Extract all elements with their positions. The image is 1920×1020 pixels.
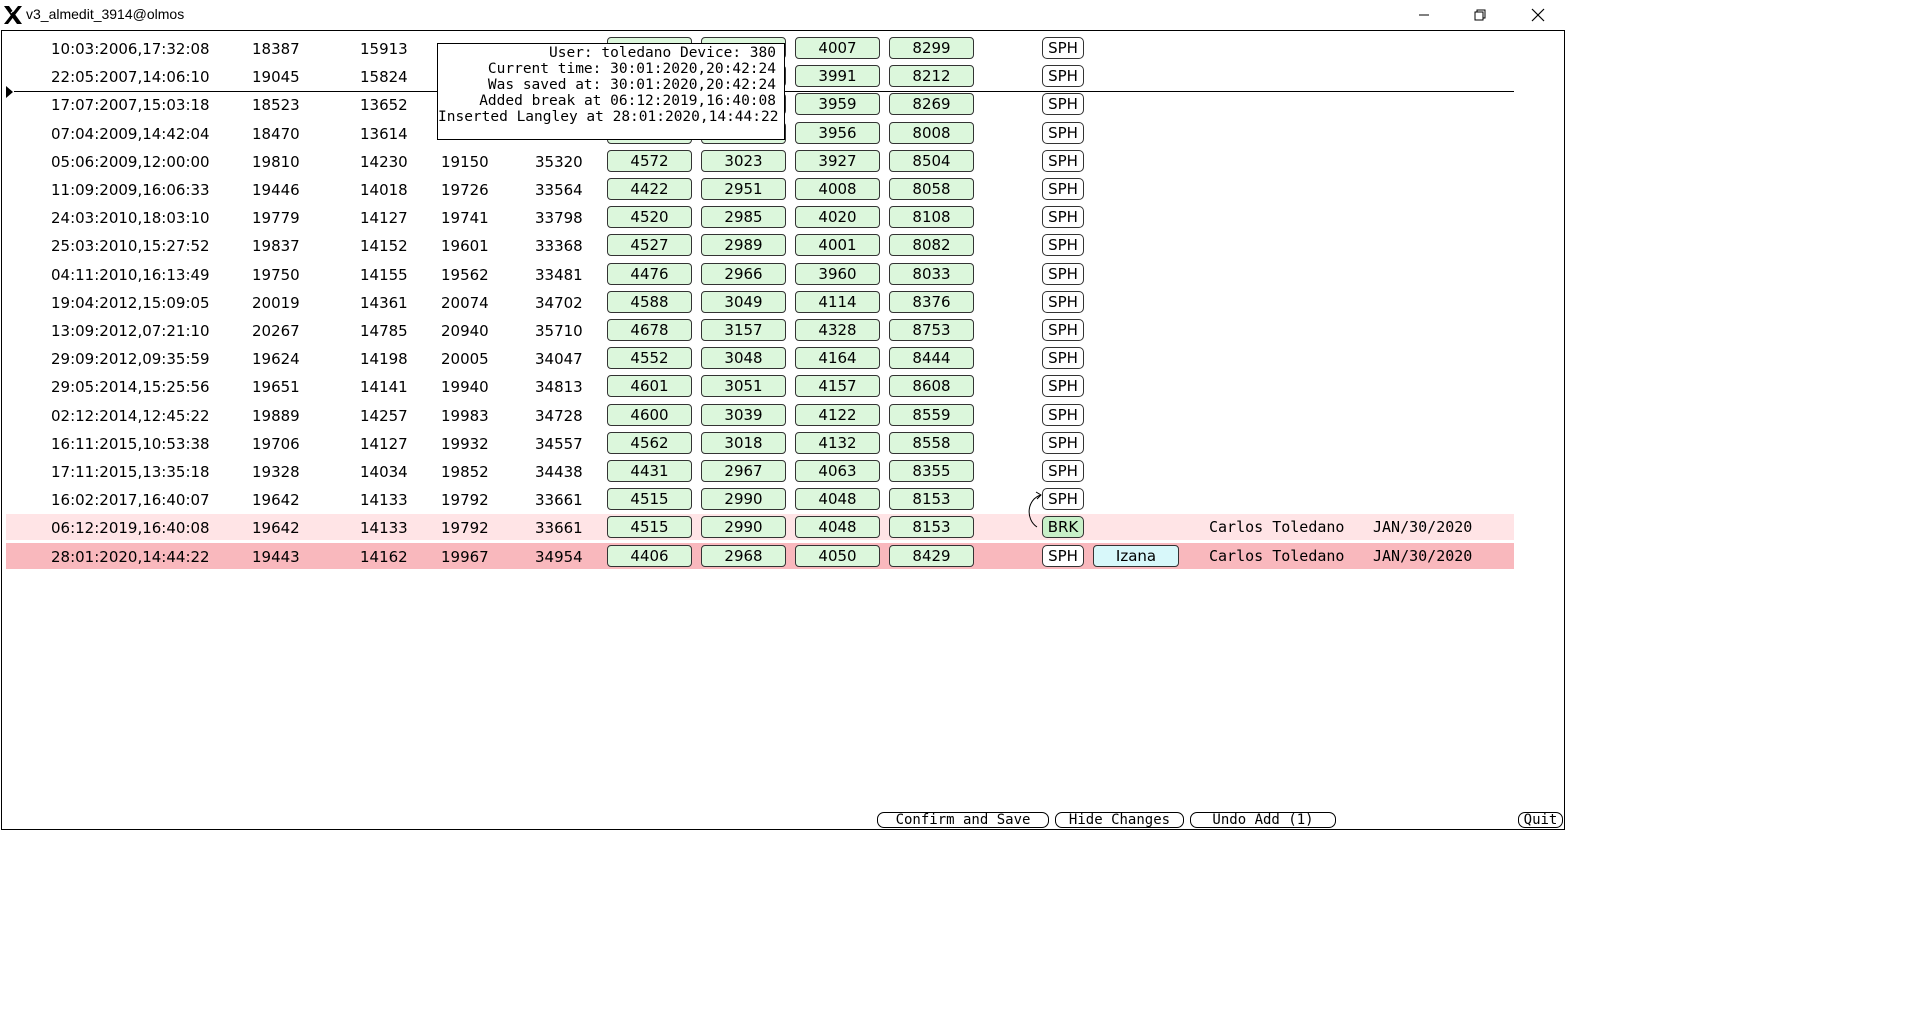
table-row[interactable] <box>6 345 1514 371</box>
value-box-1[interactable]: 4601 <box>607 375 692 397</box>
row-value-4: 34954 <box>535 547 583 566</box>
value-box-3[interactable]: 4063 <box>795 460 880 482</box>
row-value-1: 19651 <box>252 378 300 397</box>
row-value-2: 14141 <box>360 378 408 397</box>
restore-icon <box>1474 9 1486 21</box>
row-date: 13:09:2012,07:21:10 <box>51 322 210 340</box>
row-value-2: 13614 <box>360 124 408 143</box>
row-value-3: 19601 <box>441 237 489 256</box>
table-row[interactable] <box>6 373 1514 399</box>
row-type-tag[interactable]: SPH <box>1042 545 1084 567</box>
table-row[interactable] <box>6 486 1514 512</box>
value-box-2[interactable]: 2985 <box>701 206 786 228</box>
row-value-4: 33798 <box>535 209 583 228</box>
row-value-4: 34702 <box>535 293 583 312</box>
x-logo-icon <box>3 5 23 25</box>
row-date: 06:12:2019,16:40:08 <box>51 519 210 538</box>
quit-button[interactable]: Quit <box>1518 812 1563 828</box>
value-box-4[interactable]: 8376 <box>889 291 974 313</box>
value-box-4[interactable]: 8108 <box>889 206 974 228</box>
value-box-1[interactable]: 4520 <box>607 206 692 228</box>
row-date: 22:05:2007,14:06:10 <box>51 68 210 87</box>
value-box-3[interactable]: 3960 <box>795 263 880 285</box>
row-value-2: 14133 <box>360 519 408 538</box>
row-date: 29:05:2014,15:25:56 <box>51 378 210 397</box>
row-value-1: 18470 <box>252 124 300 143</box>
row-value-1: 19837 <box>252 237 300 256</box>
row-date: 25:03:2010,15:27:52 <box>51 237 210 256</box>
row-value-1: 19642 <box>252 491 300 510</box>
row-date: 04:11:2010,16:13:49 <box>51 265 210 284</box>
hide-changes-button[interactable]: Hide Changes <box>1055 812 1184 828</box>
undo-add-button[interactable]: Undo Add (1) <box>1190 812 1336 828</box>
close-button[interactable] <box>1515 0 1561 30</box>
value-box-4[interactable]: 8558 <box>889 432 974 454</box>
row-type-tag[interactable]: SPH <box>1042 263 1084 285</box>
value-box-4[interactable]: 8008 <box>889 122 974 144</box>
value-box-3[interactable]: 4020 <box>795 206 880 228</box>
value-box-3[interactable]: 3927 <box>795 150 880 172</box>
row-value-2: 14133 <box>360 491 408 510</box>
value-box-2[interactable]: 2989 <box>701 234 786 256</box>
row-type-tag[interactable]: SPH <box>1042 234 1084 256</box>
value-box-3[interactable]: 4048 <box>795 516 880 538</box>
value-box-2[interactable]: 3051 <box>701 375 786 397</box>
value-box-1[interactable]: 4552 <box>607 347 692 369</box>
table-row[interactable] <box>6 176 1514 202</box>
row-date: 19:04:2012,15:09:05 <box>51 293 210 312</box>
row-type-tag[interactable]: SPH <box>1042 65 1084 87</box>
row-type-tag[interactable]: SPH <box>1042 206 1084 228</box>
row-value-1: 19443 <box>252 547 300 566</box>
row-date: 07:04:2009,14:42:04 <box>51 124 210 143</box>
tooltip-line-user: User: toledano Device: 380 <box>549 45 776 61</box>
table-row[interactable] <box>6 317 1514 343</box>
row-type-tag[interactable]: SPH <box>1042 460 1084 482</box>
row-date: 16:11:2015,10:53:38 <box>51 434 210 453</box>
value-box-3[interactable]: 4001 <box>795 234 880 256</box>
row-value-4: 33368 <box>535 237 583 256</box>
row-date: 11:09:2009,16:06:33 <box>51 181 210 199</box>
row-type-tag[interactable]: SPH <box>1042 319 1084 341</box>
value-box-4[interactable]: 8504 <box>889 150 974 172</box>
table-row[interactable] <box>6 402 1514 428</box>
table-row[interactable] <box>6 543 1514 569</box>
row-value-2: 14162 <box>360 547 408 566</box>
value-box-4[interactable]: 8058 <box>889 178 974 200</box>
row-value-1: 20019 <box>252 293 300 312</box>
value-box-4[interactable]: 8753 <box>889 319 974 341</box>
value-box-4[interactable]: 8033 <box>889 263 974 285</box>
row-value-1: 19328 <box>252 463 300 481</box>
value-box-1[interactable]: 4678 <box>607 319 692 341</box>
value-box-1[interactable]: 4588 <box>607 291 692 313</box>
row-date: 24:03:2010,18:03:10 <box>51 209 210 228</box>
row-value-2: 15913 <box>360 40 408 58</box>
row-value-1: 19624 <box>252 350 300 369</box>
value-box-1[interactable]: 4406 <box>607 545 692 567</box>
row-value-1: 18523 <box>252 96 300 115</box>
value-box-4[interactable]: 8355 <box>889 460 974 482</box>
row-value-4: 34813 <box>535 378 583 397</box>
value-box-2[interactable]: 2951 <box>701 178 786 200</box>
confirm-and-save-button[interactable]: Confirm and Save <box>877 812 1049 828</box>
row-value-3: 20005 <box>441 350 489 369</box>
value-box-2[interactable]: 2990 <box>701 488 786 510</box>
title-bar <box>0 0 1568 30</box>
value-box-1[interactable]: 4572 <box>607 150 692 172</box>
tooltip-line-current-time: Current time: 30:01:2020,20:42:24 <box>487 61 776 77</box>
value-box-4[interactable]: 8153 <box>889 488 974 510</box>
row-value-2: 15824 <box>360 68 408 87</box>
row-value-2: 13652 <box>360 96 408 115</box>
value-box-3[interactable]: 4114 <box>795 291 880 313</box>
row-date: 02:12:2014,12:45:22 <box>51 406 210 425</box>
row-value-3: 19983 <box>441 406 489 425</box>
value-box-3[interactable]: 4132 <box>795 432 880 454</box>
row-value-3: 19852 <box>441 463 489 481</box>
row-value-1: 19889 <box>252 406 300 425</box>
row-value-3: 19792 <box>441 491 489 510</box>
table-row[interactable] <box>6 289 1514 315</box>
value-box-2[interactable]: 3018 <box>701 432 786 454</box>
row-value-1: 19810 <box>252 152 300 171</box>
value-box-1[interactable]: 4515 <box>607 488 692 510</box>
row-type-tag[interactable]: BRK <box>1042 516 1084 538</box>
table-row[interactable] <box>6 458 1514 484</box>
link-arrow-icon <box>1025 489 1045 533</box>
row-value-2: 14155 <box>360 265 408 284</box>
row-edit-date: JAN/30/2020 <box>1373 546 1473 565</box>
value-box-3[interactable]: 3959 <box>795 93 880 115</box>
row-value-3: 19150 <box>441 152 489 171</box>
value-box-1[interactable]: 4476 <box>607 263 692 285</box>
value-box-4[interactable]: 8082 <box>889 234 974 256</box>
tooltip-line-added-break: Added break at 06:12:2019,16:40:08 <box>479 93 776 109</box>
row-value-4: 34438 <box>535 463 583 481</box>
station-button[interactable]: Izana <box>1093 545 1179 567</box>
row-value-4: 35710 <box>535 322 583 340</box>
row-date: 17:07:2007,15:03:18 <box>51 96 210 115</box>
value-box-2[interactable]: 2967 <box>701 460 786 482</box>
value-box-3[interactable]: 3956 <box>795 122 880 144</box>
row-value-3: 20940 <box>441 322 489 340</box>
value-box-4[interactable]: 8429 <box>889 545 974 567</box>
value-box-2[interactable]: 3023 <box>701 150 786 172</box>
value-box-2[interactable]: 2966 <box>701 263 786 285</box>
value-box-1[interactable]: 4422 <box>607 178 692 200</box>
value-box-3[interactable]: 4164 <box>795 347 880 369</box>
row-value-1: 19446 <box>252 181 300 199</box>
cursor-marker-icon[interactable] <box>6 86 13 98</box>
value-box-4[interactable]: 8153 <box>889 516 974 538</box>
row-value-1: 20267 <box>252 322 300 340</box>
row-value-4: 33661 <box>535 491 583 510</box>
value-box-3[interactable]: 4007 <box>795 37 880 59</box>
row-value-2: 14257 <box>360 406 408 425</box>
row-value-2: 14127 <box>360 209 408 228</box>
row-type-tag[interactable]: SPH <box>1042 432 1084 454</box>
value-box-1[interactable]: 4515 <box>607 516 692 538</box>
row-author: Carlos Toledano <box>1209 518 1345 537</box>
row-type-tag[interactable]: SPH <box>1042 178 1084 200</box>
row-value-3: 19741 <box>441 209 489 228</box>
value-box-4[interactable]: 8559 <box>889 404 974 426</box>
row-type-tag[interactable]: SPH <box>1042 488 1084 510</box>
value-box-2[interactable]: 2968 <box>701 545 786 567</box>
row-type-tag[interactable]: SPH <box>1042 37 1084 59</box>
value-box-3[interactable]: 4008 <box>795 178 880 200</box>
table-row[interactable] <box>6 430 1514 456</box>
restore-button[interactable] <box>1457 0 1503 30</box>
value-box-3[interactable]: 4048 <box>795 488 880 510</box>
row-value-2: 14034 <box>360 463 408 481</box>
value-box-3[interactable]: 4328 <box>795 319 880 341</box>
info-tooltip <box>437 43 785 140</box>
row-value-3: 19562 <box>441 265 489 284</box>
value-box-2[interactable]: 3039 <box>701 404 786 426</box>
row-type-tag[interactable]: SPH <box>1042 93 1084 115</box>
row-value-2: 14152 <box>360 237 408 256</box>
table-row[interactable] <box>6 204 1514 230</box>
row-value-3: 19792 <box>441 519 489 538</box>
row-date: 16:02:2017,16:40:07 <box>51 491 210 510</box>
row-value-3: 20074 <box>441 293 489 312</box>
value-box-2[interactable]: 2990 <box>701 516 786 538</box>
row-value-3: 19726 <box>441 181 489 199</box>
row-value-1: 19706 <box>252 434 300 453</box>
value-box-1[interactable]: 4562 <box>607 432 692 454</box>
value-box-2[interactable]: 3048 <box>701 347 786 369</box>
value-box-3[interactable]: 4157 <box>795 375 880 397</box>
value-box-3[interactable]: 4122 <box>795 404 880 426</box>
row-author: Carlos Toledano <box>1209 546 1345 565</box>
value-box-4[interactable]: 8444 <box>889 347 974 369</box>
row-type-tag[interactable]: SPH <box>1042 122 1084 144</box>
minimize-button[interactable] <box>1401 0 1447 30</box>
value-box-2[interactable]: 3157 <box>701 319 786 341</box>
row-value-4: 34047 <box>535 350 583 369</box>
window-title: v3_almedit_3914@olmos <box>26 6 185 22</box>
row-value-4: 33661 <box>535 519 583 538</box>
row-value-2: 14127 <box>360 434 408 453</box>
row-value-2: 14198 <box>360 350 408 369</box>
close-icon <box>1531 8 1545 22</box>
row-value-3: 19967 <box>441 547 489 566</box>
row-value-4: 35320 <box>535 152 583 171</box>
row-value-2: 14018 <box>360 181 408 199</box>
row-value-1: 19779 <box>252 209 300 228</box>
tooltip-line-saved: Was saved at: 30:01:2020,20:42:24 <box>487 77 776 93</box>
value-box-1[interactable]: 4527 <box>607 234 692 256</box>
table-row[interactable] <box>6 261 1514 287</box>
row-date: 17:11:2015,13:35:18 <box>51 463 210 481</box>
minimize-icon <box>1418 9 1430 21</box>
row-value-1: 19045 <box>252 68 300 87</box>
row-value-2: 14785 <box>360 322 408 340</box>
row-edit-date: JAN/30/2020 <box>1373 518 1473 537</box>
value-box-3[interactable]: 4050 <box>795 545 880 567</box>
table-row[interactable] <box>6 514 1514 540</box>
row-value-4: 33481 <box>535 265 583 284</box>
row-date: 28:01:2020,14:44:22 <box>51 547 210 566</box>
row-value-3: 19932 <box>441 434 489 453</box>
row-type-tag[interactable]: SPH <box>1042 347 1084 369</box>
row-value-4: 33564 <box>535 181 583 199</box>
row-type-tag[interactable]: SPH <box>1042 404 1084 426</box>
table-row[interactable] <box>6 232 1514 258</box>
value-box-4[interactable]: 8299 <box>889 37 974 59</box>
value-box-4[interactable]: 8269 <box>889 93 974 115</box>
row-type-tag[interactable]: SPH <box>1042 291 1084 313</box>
row-value-4: 34728 <box>535 406 583 425</box>
tooltip-line-inserted: Inserted Langley at 28:01:2020,14:44:22 <box>438 109 779 125</box>
row-date: 10:03:2006,17:32:08 <box>51 40 210 58</box>
value-box-2[interactable]: 3049 <box>701 291 786 313</box>
row-date: 05:06:2009,12:00:00 <box>51 152 210 171</box>
row-value-3: 19940 <box>441 378 489 397</box>
table-row[interactable] <box>6 148 1514 174</box>
row-type-tag[interactable]: SPH <box>1042 375 1084 397</box>
row-date: 29:09:2012,09:35:59 <box>51 350 210 369</box>
row-value-1: 18387 <box>252 40 300 58</box>
row-type-tag[interactable]: SPH <box>1042 150 1084 172</box>
row-value-2: 14361 <box>360 293 408 312</box>
value-box-4[interactable]: 8212 <box>889 65 974 87</box>
value-box-1[interactable]: 4431 <box>607 460 692 482</box>
value-box-4[interactable]: 8608 <box>889 375 974 397</box>
row-value-1: 19642 <box>252 519 300 538</box>
row-value-2: 14230 <box>360 152 408 171</box>
row-value-1: 19750 <box>252 265 300 284</box>
row-value-4: 34557 <box>535 434 583 453</box>
value-box-1[interactable]: 4600 <box>607 404 692 426</box>
value-box-3[interactable]: 3991 <box>795 65 880 87</box>
